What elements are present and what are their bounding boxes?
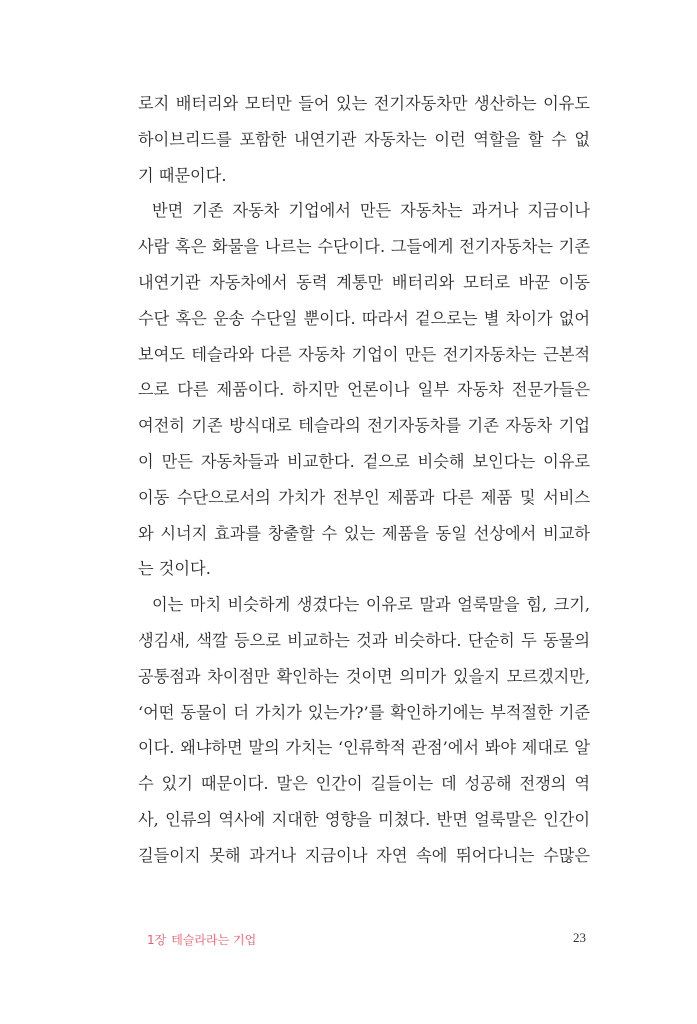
- text-line: 길들이지 못해 과거나 지금이나 자연 속에 뛰어다니는 수많은: [138, 845, 590, 865]
- text-line: ‘어떤 동물이 더 가치가 있는가?’를 확인하기에는 부적절한 기준: [138, 702, 590, 722]
- page-number: 23: [573, 930, 586, 945]
- running-footer-chapter: [147, 931, 256, 948]
- text-line: 는 것이다.: [138, 559, 211, 579]
- text-line: 생김새, 색깔 등으로 비교하는 것과 비슷하다. 단순히 두 동물의: [138, 630, 590, 650]
- text-line: 이동 수단으로서의 가치가 전부인 제품과 다른 제품 및 서비스: [138, 487, 590, 507]
- text-line: 으로 다른 제품이다. 하지만 언론이나 일부 자동차 전문가들은: [138, 380, 590, 400]
- text-line: 이다. 왜냐하면 말의 가치는 ‘인류학적 관점’에서 봐야 제대로 알: [138, 738, 590, 758]
- text-line: 공통점과 차이점만 확인하는 것이면 의미가 있을지 모르겠지만,: [138, 666, 590, 686]
- text-line: 와 시너지 효과를 창출할 수 있는 제품을 동일 선상에서 비교하: [138, 523, 590, 543]
- text-line: 로지 배터리와 모터만 들어 있는 전기자동차만 생산하는 이유도: [138, 94, 590, 113]
- text-line: 수단 혹은 운송 수단일 뿐이다. 따라서 겉으로는 별 차이가 없어: [138, 308, 590, 328]
- body-text: [138, 86, 590, 874]
- text-line: 사람 혹은 화물을 나르는 수단이다. 그들에게 전기자동차는 기존: [138, 237, 590, 257]
- text-line: 사, 인류의 역사에 지대한 영향을 미쳤다. 반면 얼룩말은 인간이: [138, 809, 590, 829]
- text-line: 내연기관 자동차에서 동력 계통만 배터리와 모터로 바꾼 이동: [138, 272, 590, 292]
- text-line: 하이브리드를 포함한 내연기관 자동차는 이런 역할을 할 수 없: [138, 129, 590, 149]
- text-line: 이는 마치 비슷하게 생겼다는 이유로 말과 얼룩말을 힘, 크기,: [152, 595, 590, 615]
- text-line: 수 있기 때문이다. 말은 인간이 길들이는 데 성공해 전쟁의 역: [138, 774, 590, 794]
- text-line: 여전히 기존 방식대로 테슬라의 전기자동차를 기존 자동차 기업: [138, 416, 590, 436]
- text-line: 이 만든 자동차들과 비교한다. 겉으로 비슷해 보인다는 이유로: [138, 451, 590, 471]
- text-line: 반면 기존 자동차 기업에서 만든 자동차는 과거나 지금이나: [152, 201, 590, 221]
- text-line: 보여도 테슬라와 다른 자동차 기업이 만든 전기자동차는 근본적: [138, 344, 590, 364]
- chapter-title: 테슬라라는 기업: [171, 933, 257, 947]
- chapter-number: 1장: [147, 933, 167, 947]
- text-line: 기 때문이다.: [138, 165, 227, 185]
